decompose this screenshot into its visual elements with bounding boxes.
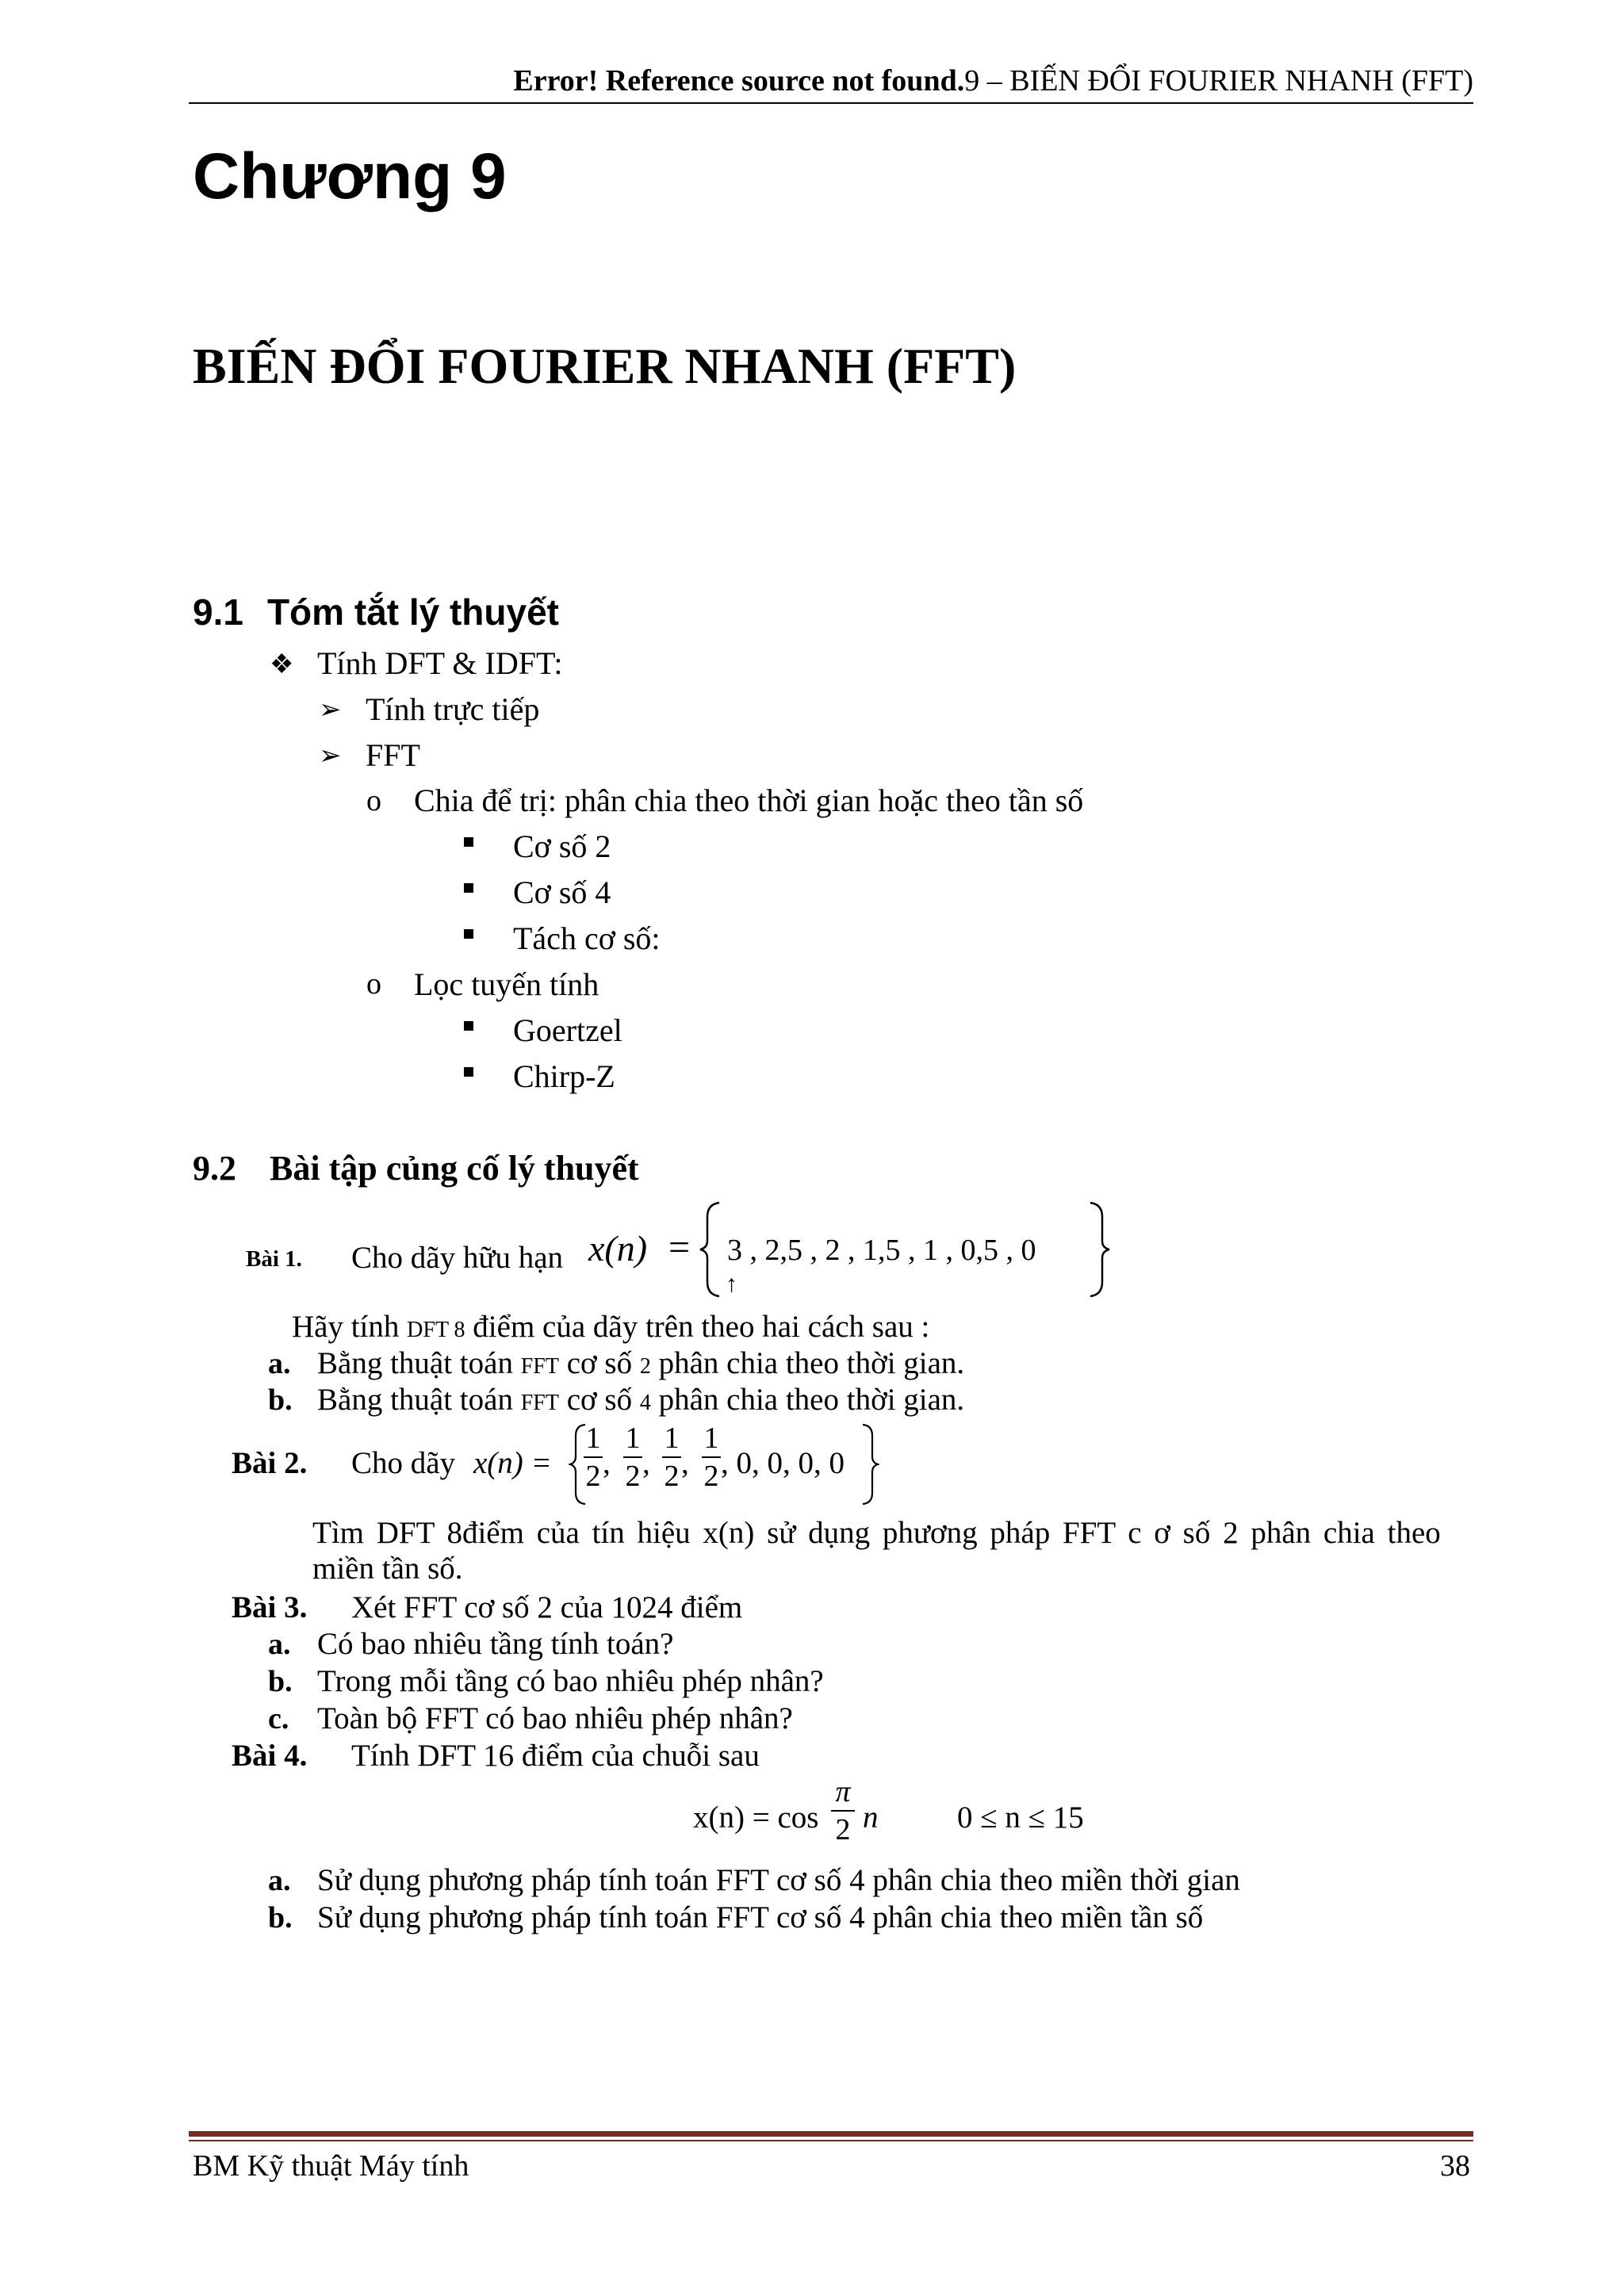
exercise-label-4: Bài 4. [232,1739,308,1773]
comma: , [681,1446,689,1480]
running-header [513,63,1473,98]
comma: , [603,1446,611,1480]
exercise-2-text-line2: miền tần số. [312,1552,463,1586]
section-heading-9-1: 9.1 Tóm tắt lý thuyết [193,591,559,633]
header-rule [189,102,1473,104]
square-bullet-icon [464,1021,473,1031]
exercise-1-equals: = [668,1226,691,1269]
exercise-label-3: Bài 3. [232,1590,308,1624]
header-error-text: Error! Reference source not found. [513,64,965,98]
item-letter: b. [268,1665,293,1698]
list-item: Tách cơ số: [513,920,661,956]
section-heading-9-2: 9.2 Bài tập củng cố lý thuyết [193,1149,639,1188]
list-item: Cơ số 2 [513,828,611,864]
list-item: Có bao nhiêu tầng tính toán? [317,1627,674,1661]
item-letter: a. [268,1347,291,1380]
chapter-label: Chương 9 [193,140,507,212]
exercise-1-intro: Cho dãy hữu hạn [351,1241,564,1275]
square-bullet-icon [464,837,473,847]
circle-bullet-icon: o [366,784,381,817]
footer-rule-thin [189,2140,1473,2141]
fraction-half: 1 2 [662,1423,681,1491]
brace-left-icon [698,1201,722,1298]
brace-right-icon [1088,1201,1112,1298]
chapter-title: BIẾN ĐỔI FOURIER NHANH (FFT) [193,338,1017,394]
exercise-1-func: x(n) [588,1228,648,1269]
square-bullet-icon [464,883,473,893]
square-bullet-icon [464,929,473,939]
exercise-4-intro: Tính DFT 16 điểm của chuỗi sau [351,1739,760,1773]
exercise-label-1: Bài 1. [246,1246,302,1272]
page-number: 38 [1440,2149,1470,2183]
list-item: Tính DFT & IDFT: [317,645,563,681]
item-letter: b. [268,1383,293,1417]
item-letter: a. [268,1628,291,1661]
list-item: Trong mỗi tầng có bao nhiêu phép nhân? [317,1664,824,1698]
list-item: Sử dụng phương pháp tính toán FFT cơ số 4 phân chia theo miền thời gian [317,1863,1240,1897]
list-item: Chia để trị: phân chia theo thời gian hoặc theo tần số [414,783,1084,818]
exercise-1-item-a: Bằng thuật toán FFT cơ số 2 phân chia theo thời gian. [317,1346,965,1380]
list-item: Goertzel [513,1012,622,1048]
square-bullet-icon [464,1067,473,1077]
bullet-diamond-icon: ❖ [270,650,294,679]
fraction-half: 1 2 [702,1423,721,1491]
item-letter: c. [268,1702,289,1735]
circle-bullet-icon: o [366,967,381,1001]
exercise-4-range: 0 ≤ n ≤ 15 [957,1800,1084,1835]
brace-right-icon [860,1423,879,1506]
list-item: Lọc tuyến tính [414,966,599,1002]
list-item: Tính trực tiếp [366,691,540,727]
exercise-2-tail: , 0, 0, 0, 0 [721,1446,845,1480]
header-chapter-ref: 9 – BIẾN ĐỔI FOURIER NHANH (FFT) [964,64,1473,98]
list-item: Sử dụng phương pháp tính toán FFT cơ số 4 phân chia theo miền tần số [317,1900,1204,1934]
exercise-1-sequence: 3 , 2,5 , 2 , 1,5 , 1 , 0,5 , 0 [727,1234,1036,1267]
list-item: FFT [366,737,420,773]
arrow-bullet-icon: ➢ [319,741,342,771]
exercise-1-prompt: Hãy tính DFT 8 điểm của dãy trên theo hai cách sau : [292,1310,930,1344]
exercise-3-intro: Xét FFT cơ số 2 của 1024 điểm [351,1590,743,1624]
exercise-2-intro: Cho dãy [351,1446,456,1480]
fraction-pi-over-2: π 2 [831,1777,855,1845]
list-item: Chirp-Z [513,1058,615,1094]
arrow-bullet-icon: ➢ [319,695,342,725]
fraction-half: 1 2 [584,1423,603,1491]
exercise-4-equation-n: n [863,1800,879,1835]
footer-left: BM Kỹ thuật Máy tính [193,2149,469,2183]
item-letter: b. [268,1901,293,1934]
exercise-4-equation-lhs: x(n) = cos [693,1800,819,1835]
fraction-half: 1 2 [623,1423,642,1491]
list-item: Toàn bộ FFT có bao nhiêu phép nhân? [317,1701,793,1735]
comma: , [642,1446,650,1480]
exercise-1-item-b: Bằng thuật toán FFT cơ số 4 phân chia theo thời gian. [317,1383,965,1417]
exercise-2-text-line1: Tìm DFT 8điểm của tín hiệu x(n) sử dụng phương pháp FFT c ơ số 2 phân chia theo [312,1516,1441,1550]
list-item: Cơ số 4 [513,874,611,910]
up-arrow-icon: ↑ [726,1271,737,1297]
footer-rule-thick [189,2131,1473,2137]
exercise-2-func: x(n) = [473,1446,552,1480]
exercise-label-2: Bài 2. [232,1446,308,1480]
item-letter: a. [268,1864,291,1897]
